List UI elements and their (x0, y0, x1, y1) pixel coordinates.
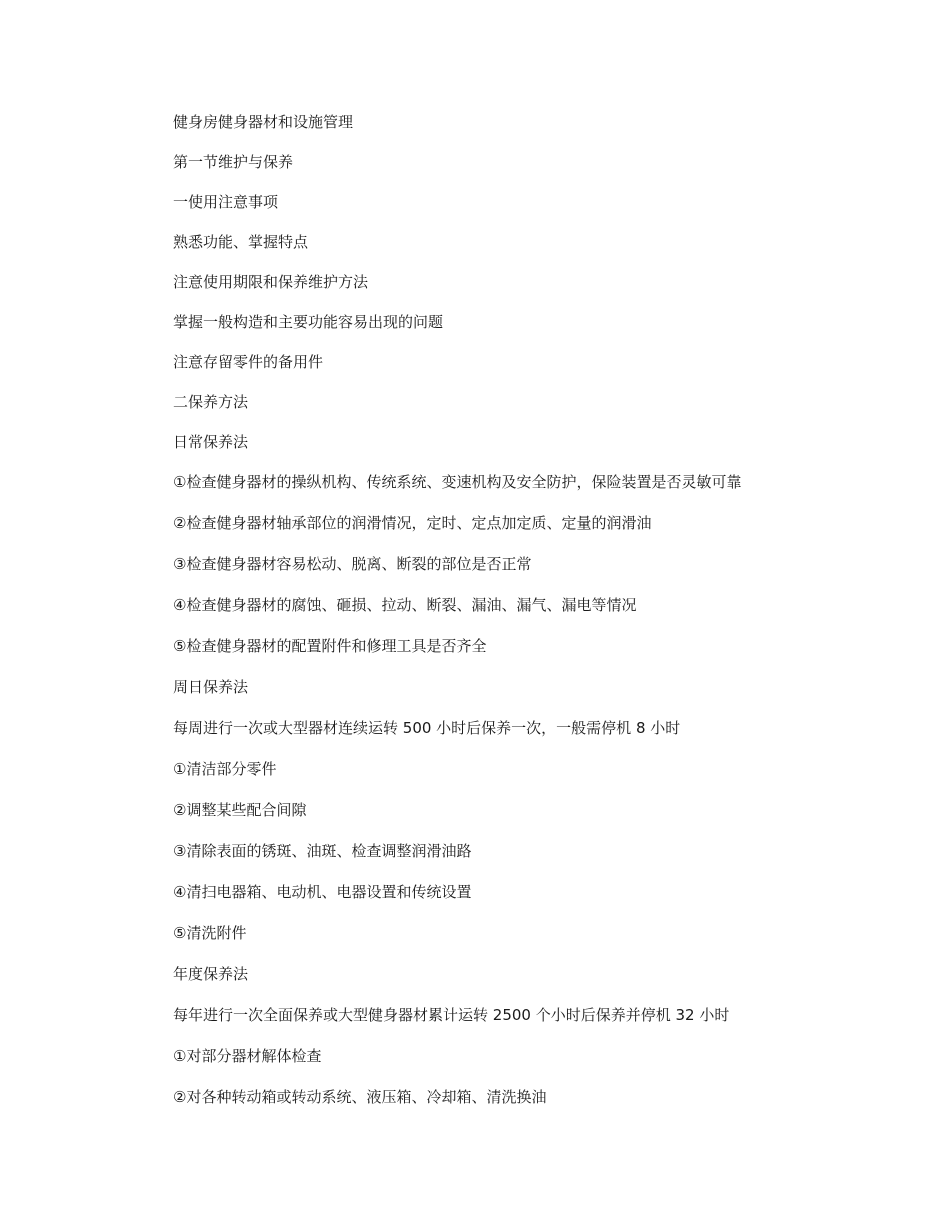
list-item: ①清洁部分零件 (173, 760, 277, 778)
list-item: ②对各种转动箱或转动系统、液压箱、冷却箱、清洗换油 (173, 1088, 547, 1106)
paragraph-line: 熟悉功能、掌握特点 (173, 233, 309, 251)
list-item: ②调整某些配合间隙 (173, 801, 307, 819)
method-heading: 周日保养法 (173, 678, 249, 696)
paragraph-line: 每年进行一次全面保养或大型健身器材累计运转 2500 个小时后保养并停机 32 小时 (173, 1006, 730, 1024)
list-item: ②检查健身器材轴承部位的润滑情况，定时、定点加定质、定量的润滑油 (173, 514, 652, 532)
list-item: ④清扫电器箱、电动机、电器设置和传统设置 (173, 883, 472, 901)
section-heading: 第一节维护与保养 (173, 153, 294, 171)
list-item: ①对部分器材解体检查 (173, 1047, 322, 1065)
list-item: ③检查健身器材容易松动、脱离、断裂的部位是否正常 (173, 555, 532, 573)
document-body (173, 111, 873, 1127)
method-heading: 年度保养法 (173, 965, 249, 983)
list-item: ⑤清洗附件 (173, 924, 247, 942)
list-item: ⑤检查健身器材的配置附件和修理工具是否齐全 (173, 637, 487, 655)
list-item: ④检查健身器材的腐蚀、砸损、拉动、断裂、漏油、漏气、漏电等情况 (173, 596, 637, 614)
method-heading: 日常保养法 (173, 433, 249, 451)
paragraph-line: 每周进行一次或大型器材连续运转 500 小时后保养一次，一般需停机 8 小时 (173, 719, 681, 737)
list-item: ①检查健身器材的操纵机构、传统系统、变速机构及安全防护，保险装置是否灵敏可靠 (173, 473, 742, 491)
subsection-heading: 一使用注意事项 (173, 193, 279, 211)
list-item: ③清除表面的锈斑、油斑、检查调整润滑油路 (173, 842, 472, 860)
subsection-heading: 二保养方法 (173, 393, 249, 411)
paragraph-line: 掌握一般构造和主要功能容易出现的问题 (173, 313, 444, 331)
document-title: 健身房健身器材和设施管理 (173, 113, 354, 131)
paragraph-line: 注意使用期限和保养维护方法 (173, 273, 369, 291)
paragraph-line: 注意存留零件的备用件 (173, 353, 324, 371)
